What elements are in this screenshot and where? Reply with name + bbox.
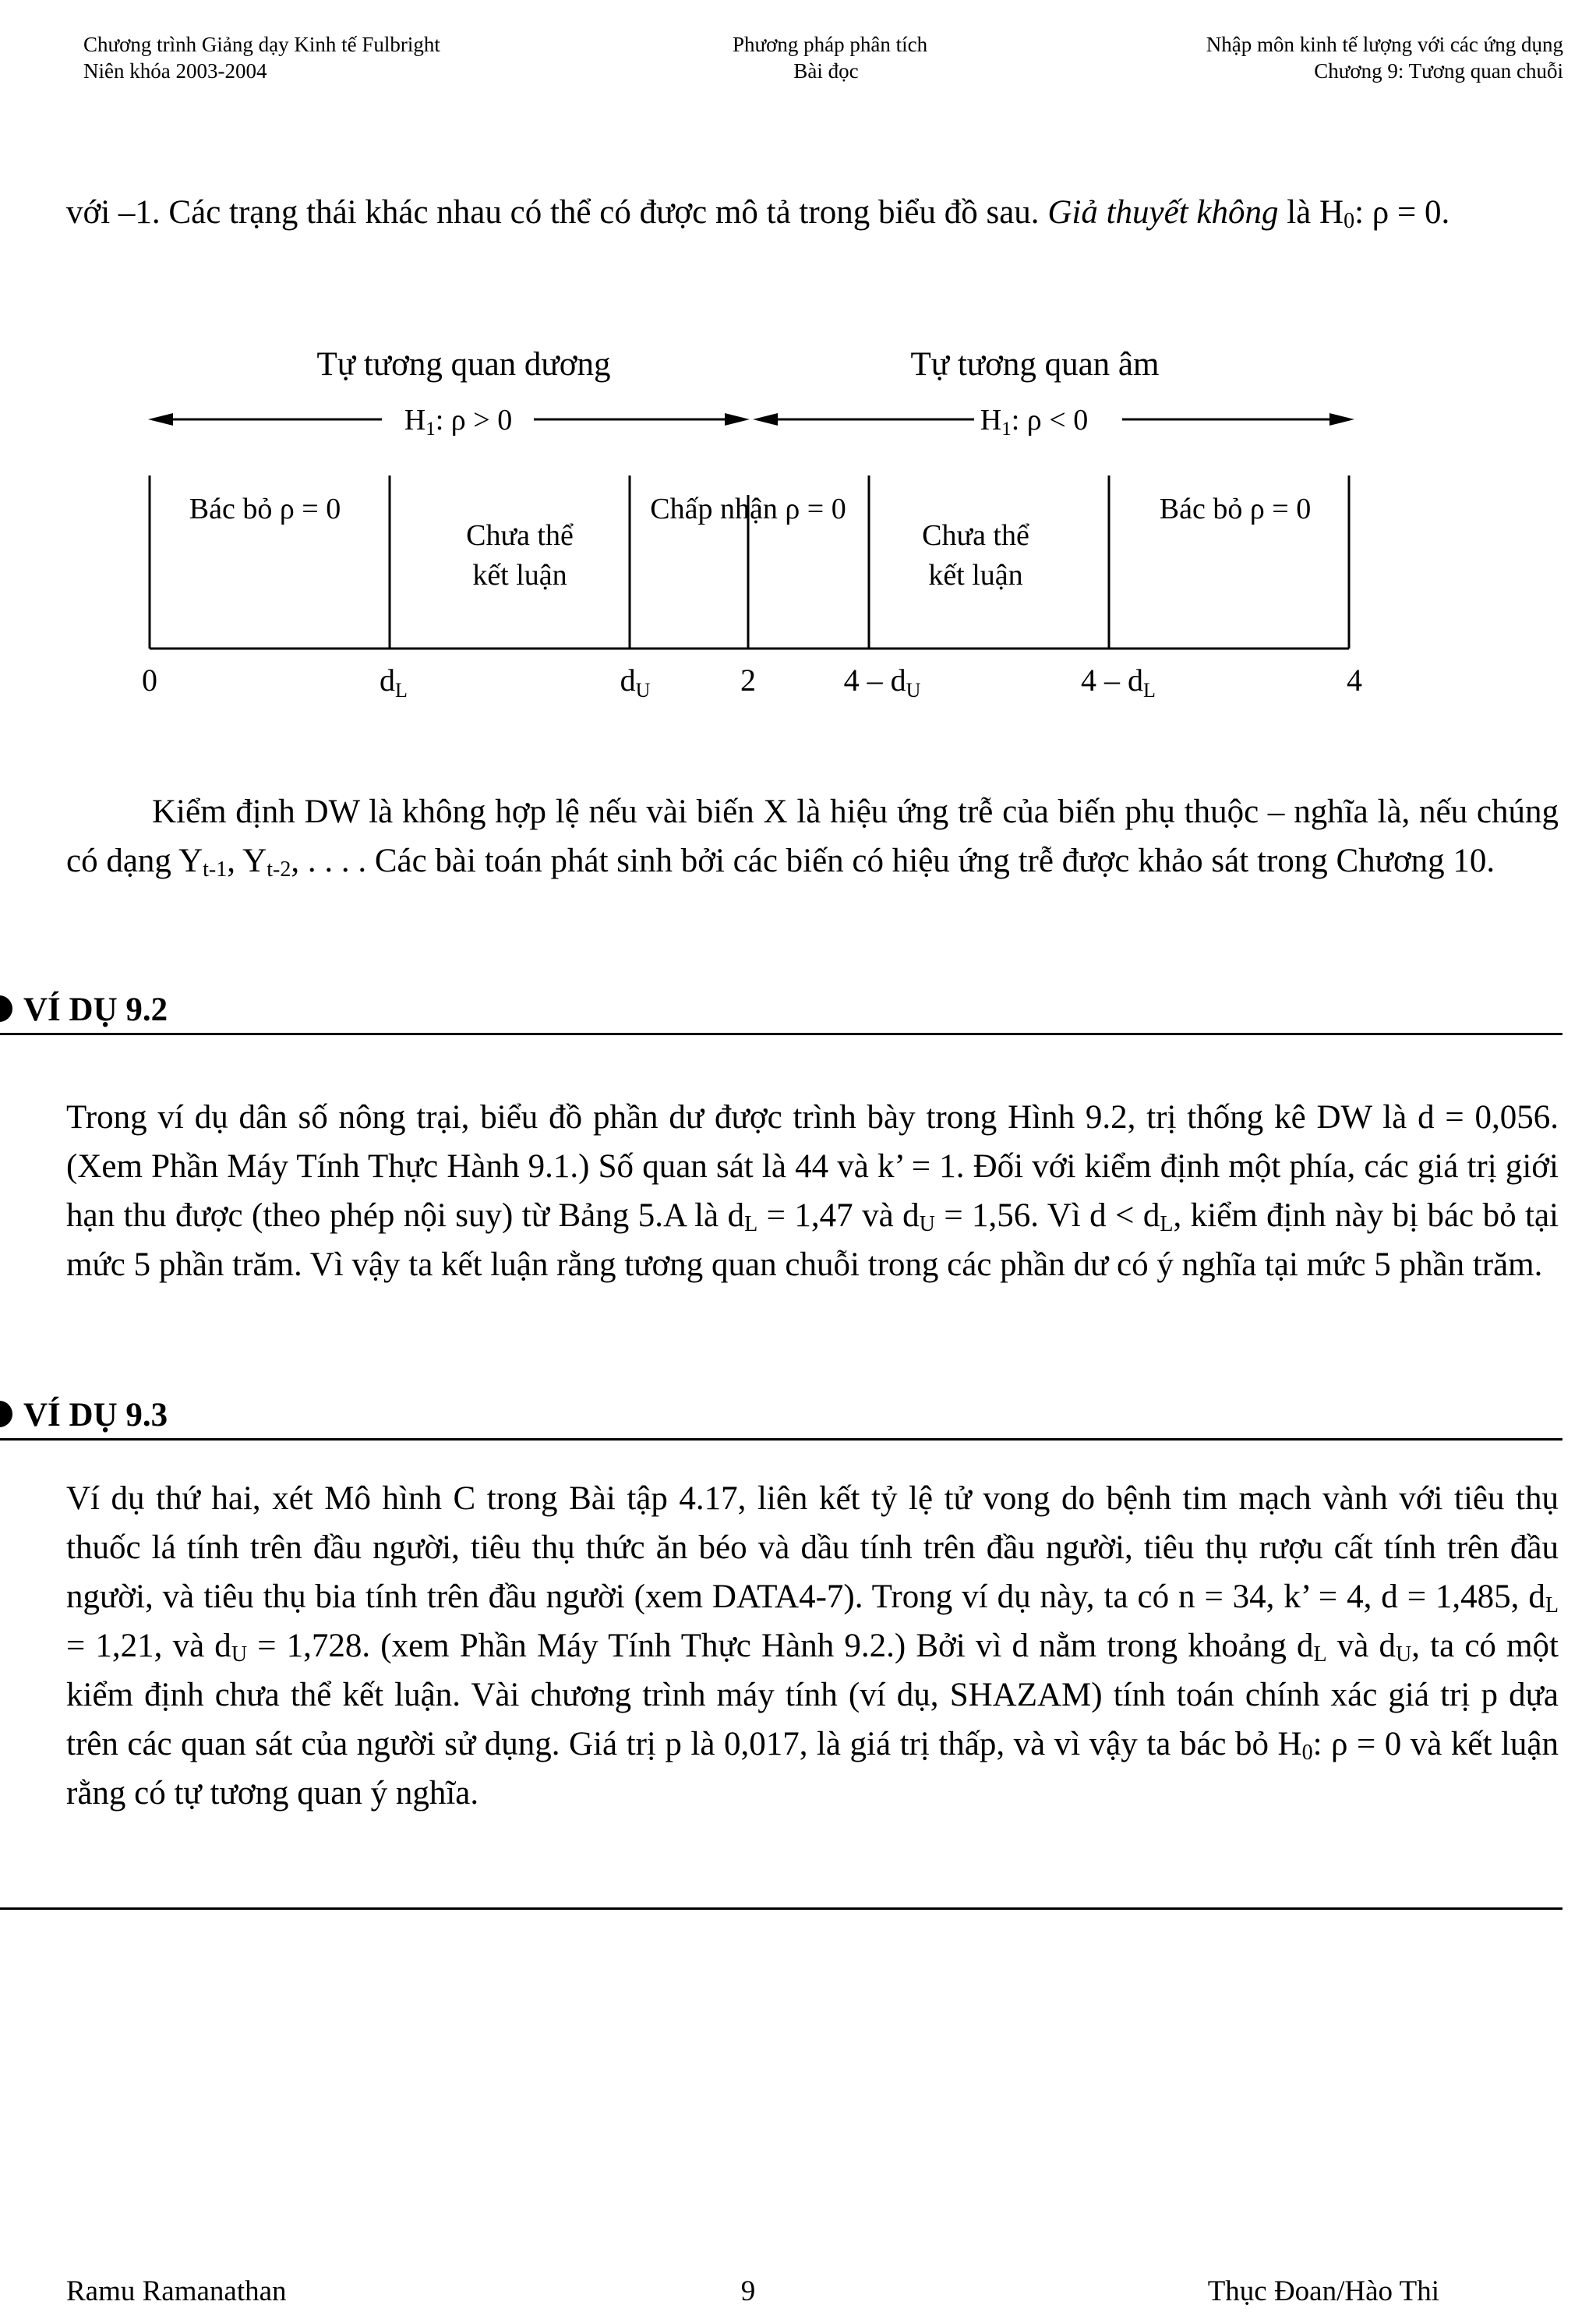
region-reject-positive: Bác bỏ ρ = 0	[189, 493, 341, 525]
ex92-subscript: L	[1160, 1212, 1174, 1236]
footer-translators: Thục Đoan/Hào Thi	[1207, 2275, 1439, 2307]
arrowhead-left-icon	[753, 413, 778, 426]
ex92-text: = 1,56. Vì d < d	[934, 1197, 1160, 1234]
ex93-subscript: L	[1545, 1593, 1559, 1617]
region-inconclusive-upper: Chưa thể	[922, 519, 1029, 552]
region-inconclusive-upper: kết luận	[928, 559, 1023, 592]
negative-hypothesis: H1: ρ < 0	[980, 404, 1089, 440]
tick-4: 4	[1347, 663, 1362, 698]
section-end-rule	[0, 1907, 1562, 1910]
ex93-text: = 1,728. (xem Phần Máy Tính Thực Hành 9.2.) Bởi vì d nằm trong khoảng d	[247, 1628, 1314, 1664]
arrowhead-right-icon	[725, 413, 750, 426]
example-9-3-heading	[0, 1393, 1562, 1441]
intro-text: với –1. Các trạng thái khác nhau có thể có được mô tả trong biểu đồ sau.	[66, 194, 1048, 231]
negative-autocorrelation-title: Tự tương quan âm	[910, 346, 1160, 383]
dw-subscript: t-2	[267, 857, 291, 882]
ex92-subscript: L	[744, 1212, 758, 1236]
ex92-text: , kiểm định này bị bác bỏ tại mức 5 phần trăm. Vì vậy ta kết luận rằng tương quan chuỗi trong các phần dư có ý nghĩa tại mức 5 phần trăm.	[66, 1197, 1559, 1283]
example-9-2-title: VÍ DỤ 9.2	[23, 992, 168, 1028]
ex92-text: Trong ví dụ dân số nông trại, biểu đồ phần dư được trình bày trong Hình 9.2, trị thống kê DW là d = 0,056. (Xem Phần Máy Tính Thực Hành 9.1.) Số quan sát là 44 và k’ = 1. Đối với kiểm định một phía, các giá trị giới hạn thu được (theo phép nội suy) từ Bảng 5.A là d	[66, 1099, 1559, 1234]
ex93-text: và d	[1326, 1628, 1396, 1664]
intro-null-hypothesis-term: Giả thuyết không	[1047, 194, 1279, 231]
footer-author: Ramu Ramanathan	[66, 2275, 287, 2307]
region-accept: Chấp nhận ρ = 0	[650, 493, 846, 525]
positive-autocorrelation-title: Tự tương quan dương	[316, 346, 611, 383]
dw-decision-diagram	[0, 327, 1596, 717]
header-year: Niên khóa 2003-2004	[83, 59, 267, 83]
ex93-subscript: U	[1396, 1642, 1412, 1667]
ex93-text: Ví dụ thứ hai, xét Mô hình C trong Bài tập 4.17, liên kết tỷ lệ tử vong do bệnh tim mạch vành với tiêu thụ thuốc lá tính trên đầu người, tiêu thụ thức ăn béo và dầu tính trên đầu người, tiêu thụ rượu cất tính trên đầu người, và tiêu thụ bia tính trên đầu người (xem DATA4-7). Trong ví dụ này, ta có n = 34, k’ = 4, d = 1,485, d	[66, 1480, 1559, 1615]
example-9-2-heading	[0, 988, 1562, 1035]
tick-dU: $d_U$	[620, 663, 651, 702]
bullet-icon	[0, 995, 12, 1022]
footer-page-number: 9	[740, 2275, 756, 2307]
tick-0: 0	[142, 663, 157, 698]
ex93-subscript: 0	[1301, 1741, 1313, 1765]
dw-validity-paragraph	[66, 787, 1559, 886]
intro-text: : ρ = 0.	[1354, 194, 1450, 231]
example-9-3-paragraph	[66, 1474, 1559, 1818]
header-chapter: Chương 9: Tương quan chuỗi	[1314, 59, 1563, 83]
ex93-text: = 1,21, và d	[66, 1628, 231, 1664]
arrowhead-right-icon	[1329, 413, 1354, 426]
header-reading: Bài đọc	[793, 59, 859, 83]
dw-text: , Y	[227, 843, 267, 879]
region-inconclusive-lower: kết luận	[472, 559, 567, 592]
ex93-text: , ta có một kiểm định chưa thể kết luận. Vài chương trình máy tính (ví dụ, SHAZAM) tính toán chính xác giá trị p dựa trên các quan sát của người sử dụng. Giá trị p là 0,017, là giá trị thấp, và vì vậy ta bác bỏ H	[66, 1628, 1559, 1762]
ex93-subscript: U	[231, 1642, 248, 1667]
header-program: Chương trình Giảng dạy Kinh tế Fulbright	[83, 33, 440, 56]
bullet-icon	[0, 1401, 12, 1427]
region-reject-negative: Bác bỏ ρ = 0	[1159, 493, 1312, 525]
header-center	[733, 31, 928, 84]
example-9-2-paragraph	[66, 1093, 1559, 1289]
ex93-subscript: L	[1313, 1642, 1327, 1667]
region-inconclusive-lower: Chưa thể	[466, 519, 574, 552]
positive-hypothesis: H1: ρ > 0	[404, 404, 513, 440]
header-left	[83, 31, 440, 84]
intro-paragraph	[66, 188, 1559, 237]
header-book-title: Nhập môn kinh tế lượng với các ứng dụng	[1206, 33, 1563, 56]
ex92-text: = 1,47 và d	[757, 1197, 920, 1234]
dw-subscript: t-1	[203, 857, 228, 882]
intro-subscript: 0	[1344, 209, 1355, 233]
intro-text: là H	[1278, 194, 1344, 231]
tick-dL: $d_L$	[380, 663, 408, 702]
tick-2: 2	[740, 663, 756, 698]
dw-text: , . . . . Các bài toán phát sinh bởi các biến có hiệu ứng trễ được khảo sát trong Chương 10.	[291, 843, 1495, 879]
dw-text: Kiểm định DW là không hợp lệ nếu vài biến X là hiệu ứng trễ của biến phụ thuộc – nghĩa là, nếu chúng có dạng Y	[66, 794, 1559, 879]
tick-4-dL: $4 - d_L$	[1081, 663, 1156, 702]
example-9-3-title: VÍ DỤ 9.3	[23, 1397, 168, 1433]
tick-4-dU: $4 - d_U$	[843, 663, 921, 702]
arrowhead-left-icon	[148, 413, 173, 426]
header-right	[1206, 31, 1563, 84]
ex92-subscript: U	[919, 1212, 935, 1236]
ex93-text: : ρ = 0 và kết luận rằng có tự tương quan ý nghĩa.	[66, 1726, 1559, 1812]
header-course: Phương pháp phân tích	[733, 33, 928, 56]
